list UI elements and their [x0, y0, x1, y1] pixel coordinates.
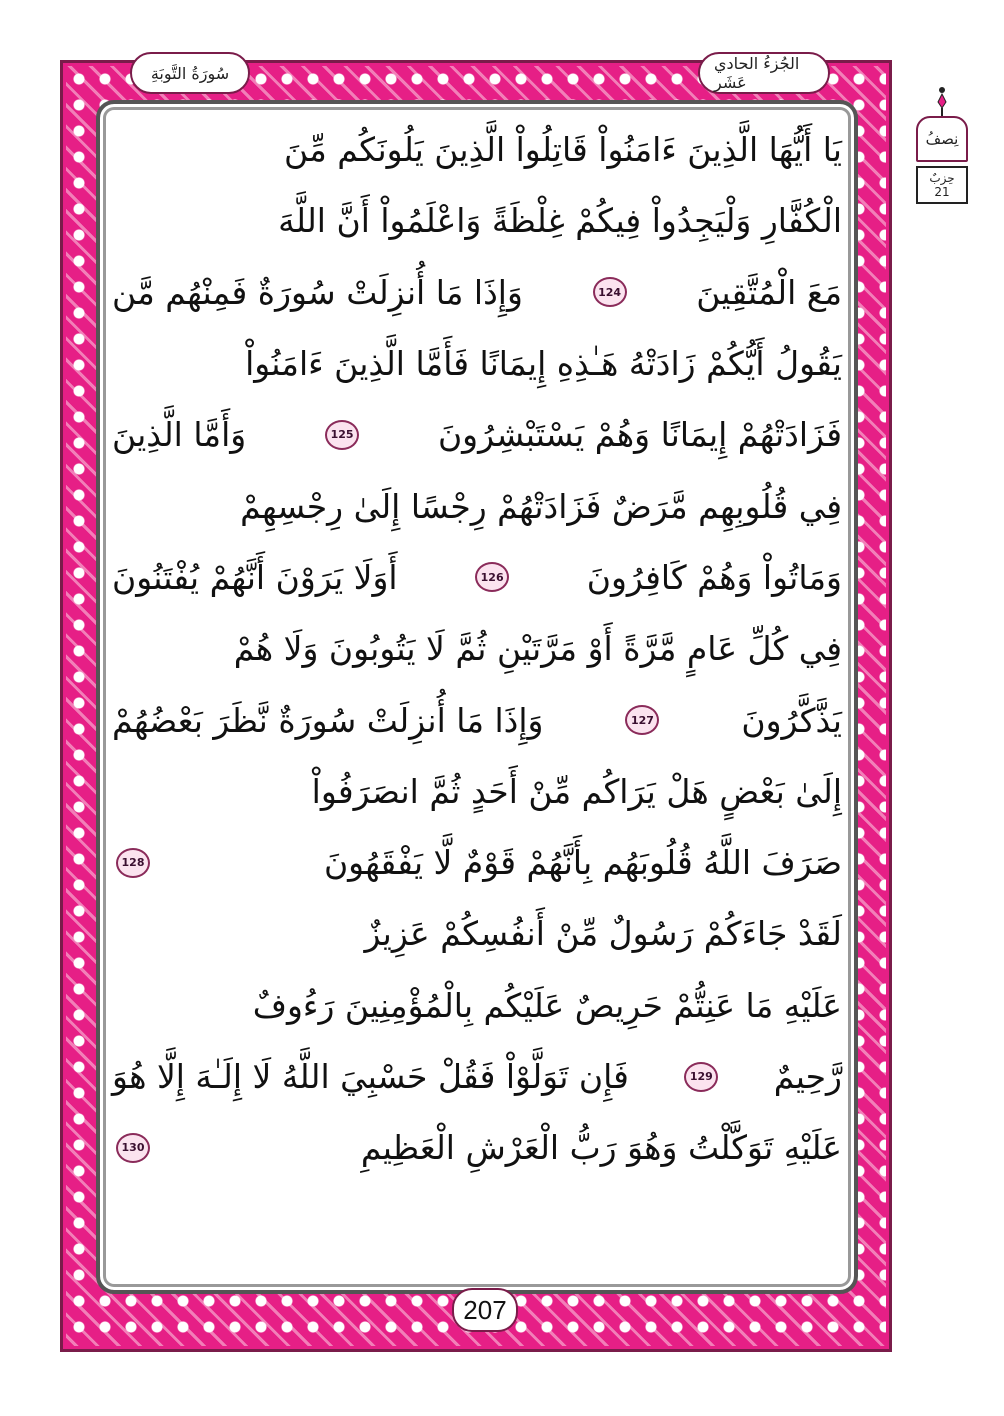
text-line	[112, 470, 842, 541]
text-line	[112, 684, 842, 755]
text-line	[112, 1041, 842, 1112]
hizb-label: حِزبٌ	[929, 171, 955, 185]
text-line	[112, 1112, 842, 1183]
verse-text: عَلَيْهِ مَا عَنِتُّمْ حَرِيصٌ عَلَيْكُم بِالْمُؤْمِنِينَ رَءُوفٌ	[252, 985, 842, 1025]
verse-text: مَعَ الْمُتَّقِينَ	[696, 272, 842, 312]
verse-text: وَأَمَّا الَّذِينَ	[112, 415, 247, 455]
verse-text: يَقُولُ أَيُّكُمْ زَادَتْهُ هَـٰذِهِ إِيمَانًا فَأَمَّا الَّذِينَ ءَامَنُواْ	[245, 344, 842, 384]
text-line	[112, 114, 842, 185]
ayah-number-marker: 126	[475, 562, 509, 592]
verse-text: وَإِذَا مَا أُنزِلَتْ سُورَةٌ فَمِنْهُم مَّن	[112, 272, 523, 312]
hizb-box	[916, 166, 968, 204]
verse-text: لَقَدْ جَاءَكُمْ رَسُولٌ مِّنْ أَنفُسِكُمْ عَزِيزٌ	[364, 914, 842, 954]
text-line	[112, 399, 842, 470]
ornament-finial-icon	[936, 86, 948, 116]
text-line	[112, 185, 842, 256]
verse-text: رَّحِيمٌ	[773, 1057, 842, 1096]
text-line	[112, 613, 842, 684]
verse-text: صَرَفَ اللَّهُ قُلُوبَهُم بِأَنَّهُمْ قَوْمٌ لَّا يَفْقَهُونَ	[323, 843, 842, 883]
ayah-number-marker: 124	[593, 277, 627, 307]
verse-text: الْكُفَّارِ وَلْيَجِدُواْ فِيكُمْ غِلْظَةً وَاعْلَمُواْ أَنَّ اللَّهَ	[278, 201, 842, 241]
juz-title: الجُزءُ الحادي عَشَر	[698, 52, 830, 94]
text-line	[112, 756, 842, 827]
ayah-number-marker: 127	[625, 705, 659, 735]
verse-text: إِلَىٰ بَعْضٍ هَلْ يَرَاكُم مِّنْ أَحَدٍ ثُمَّ انصَرَفُواْ	[311, 771, 842, 811]
verse-text: فَإِن تَوَلَّوْاْ فَقُلْ حَسْبِيَ اللَّهُ لَا إِلَـٰهَ إِلَّا هُوَ	[112, 1057, 629, 1096]
text-line	[112, 827, 842, 898]
text-line	[112, 542, 842, 613]
page-number: 207	[452, 1288, 518, 1332]
quran-text	[112, 114, 842, 1280]
verse-text: أَوَلَا يَرَوْنَ أَنَّهُمْ يُفْتَنُونَ	[112, 557, 398, 597]
hizb-number: 21	[934, 185, 950, 199]
verse-text: فِي قُلُوبِهِم مَّرَضٌ فَزَادَتْهُمْ رِجْسًا إِلَىٰ رِجْسِهِمْ	[240, 486, 842, 526]
text-line	[112, 898, 842, 969]
ayah-number-marker: 128	[116, 848, 150, 878]
verse-text: فِي كُلِّ عَامٍ مَّرَّةً أَوْ مَرَّتَيْنِ ثُمَّ لَا يَتُوبُونَ وَلَا هُمْ	[233, 629, 842, 669]
surah-title: سُورَةُ التَّوبَةِ	[130, 52, 250, 94]
text-line	[112, 970, 842, 1041]
ayah-number-marker: 125	[325, 420, 359, 450]
verse-text: يَذَّكَّرُونَ	[741, 700, 842, 740]
verse-text: وَإِذَا مَا أُنزِلَتْ سُورَةٌ نَّظَرَ بَعْضُهُمْ	[112, 700, 544, 740]
hizb-quarter-label: نِصفُ	[916, 116, 968, 162]
ayah-number-marker: 129	[684, 1062, 718, 1092]
ayah-number-marker: 130	[116, 1133, 150, 1163]
verse-text: يَا أَيُّهَا الَّذِينَ ءَامَنُواْ قَاتِلُواْ الَّذِينَ يَلُونَكُم مِّنَ	[283, 130, 842, 170]
text-line	[112, 257, 842, 328]
text-line	[112, 328, 842, 399]
verse-text: عَلَيْهِ تَوَكَّلْتُ وَهُوَ رَبُّ الْعَرْشِ الْعَظِيمِ	[360, 1128, 842, 1168]
verse-text: وَمَاتُواْ وَهُمْ كَافِرُونَ	[586, 557, 842, 597]
verse-text: فَزَادَتْهُمْ إِيمَانًا وَهُمْ يَسْتَبْشِرُونَ	[437, 415, 842, 455]
